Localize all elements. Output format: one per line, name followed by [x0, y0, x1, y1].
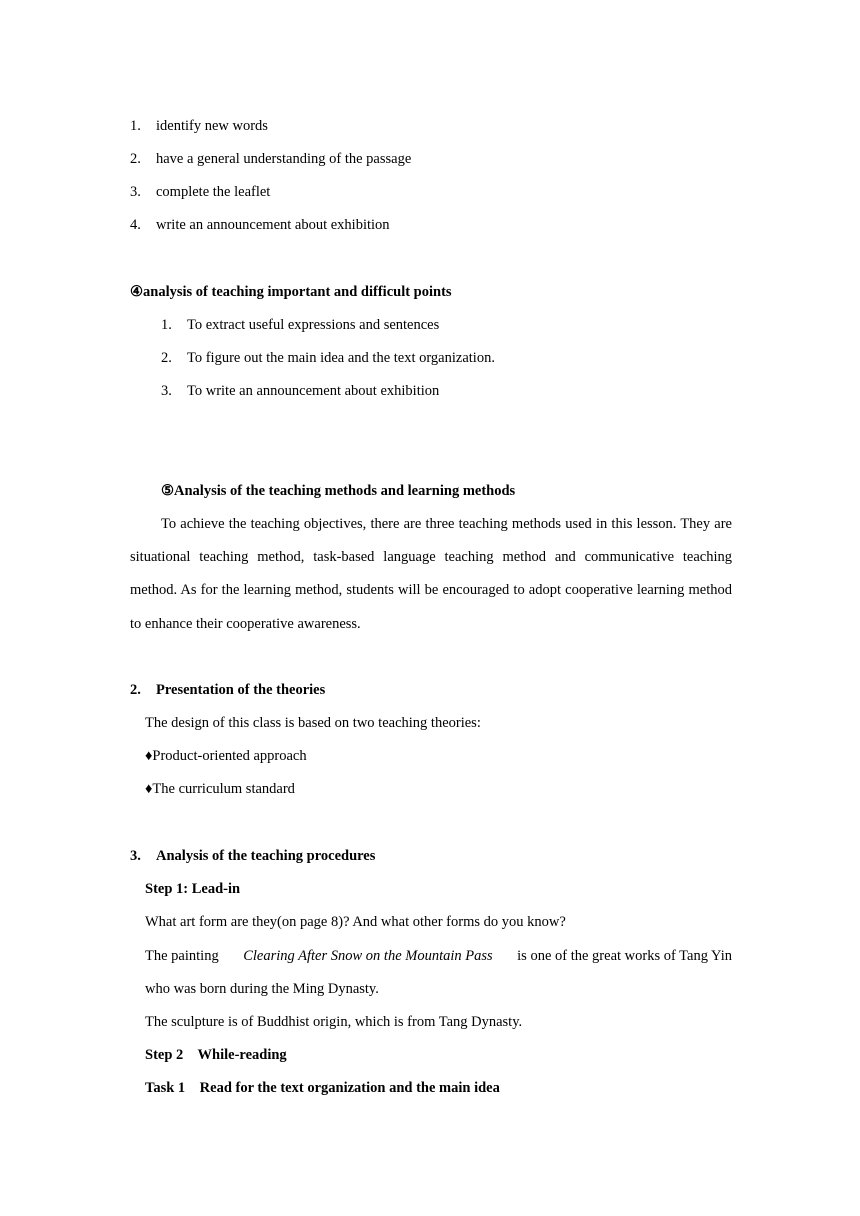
painting-continuation: who was born during the Ming Dynasty.: [145, 981, 379, 997]
step-heading: Step 1: Lead-in: [145, 881, 241, 897]
list-text: To write an announcement about exhibition: [187, 383, 440, 399]
painting-text-after: is one of the great works of Tang Yin: [513, 948, 732, 964]
step-heading: Step 2 While-reading: [145, 1047, 287, 1063]
list-item: ♦Product-oriented approach: [145, 748, 307, 764]
list-number: 4.: [130, 217, 141, 233]
methods-paragraph: To achieve the teaching objectives, there are three teaching methods used in this lesson. They are situational teaching method, task-based language teaching method and communicative teaching method. As for the learning method, students will be encouraged to adopt cooperative learning method to enhance their cooperative awareness.: [130, 516, 732, 632]
painting-title: Clearing After Snow on the Mountain Pass: [243, 948, 493, 964]
sculpture-sentence: The sculpture is of Buddhist origin, which is from Tang Dynasty.: [145, 1014, 523, 1030]
painting-text-before: The painting: [145, 948, 223, 964]
list-number: 2.: [130, 151, 141, 167]
section-heading: ⑤Analysis of the teaching methods and learning methods: [161, 483, 516, 499]
theories-intro: The design of this class is based on two teaching theories:: [145, 715, 481, 731]
lead-in-question: What art form are they(on page 8)? And what other forms do you know?: [145, 914, 566, 930]
list-item: ♦The curriculum standard: [145, 781, 295, 797]
list-text: identify new words: [156, 118, 268, 134]
list-text: write an announcement about exhibition: [156, 217, 390, 233]
list-text: complete the leaflet: [156, 184, 271, 200]
list-number: 1.: [130, 118, 141, 134]
painting-sentence: [145, 946, 732, 966]
list-number: 3.: [130, 184, 141, 200]
list-text: To figure out the main idea and the text organization.: [187, 350, 495, 366]
section-heading: ④analysis of teaching important and difficult points: [130, 284, 452, 300]
section-title: Presentation of the theories: [156, 682, 326, 698]
task-heading: Task 1 Read for the text organization and the main idea: [145, 1080, 500, 1096]
list-number: 2.: [161, 350, 172, 366]
list-text: To extract useful expressions and sentences: [187, 317, 440, 333]
list-number: 3.: [161, 383, 172, 399]
section-number: 3.: [130, 848, 141, 864]
section-title: Analysis of the teaching procedures: [156, 848, 376, 864]
list-text: have a general understanding of the passage: [156, 151, 412, 167]
list-number: 1.: [161, 317, 172, 333]
section-number: 2.: [130, 682, 141, 698]
